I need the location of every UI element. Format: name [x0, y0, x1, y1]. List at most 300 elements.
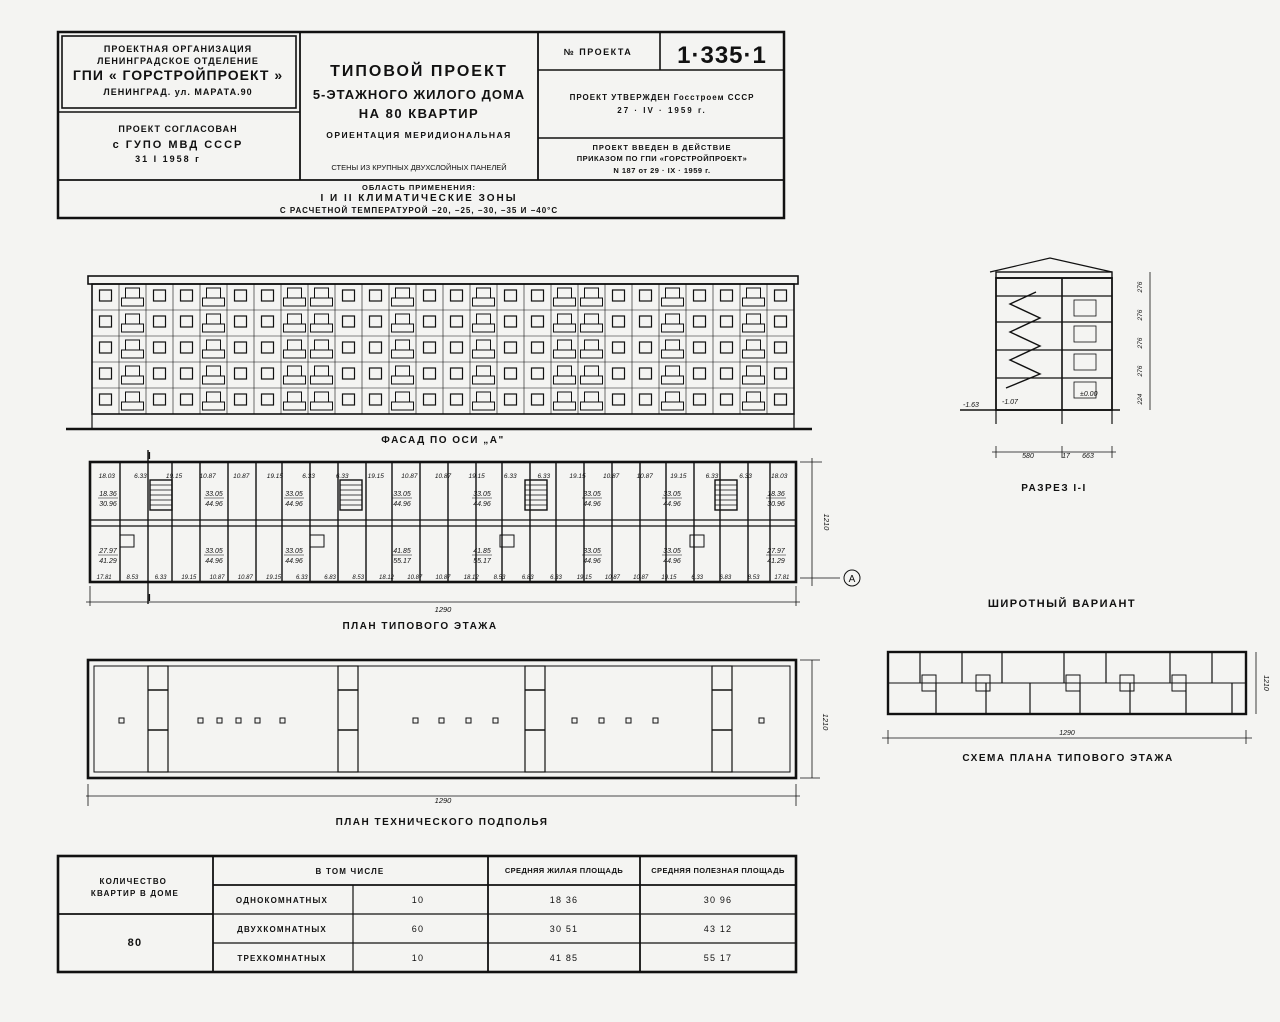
facade-window	[451, 342, 463, 353]
facade-balcony-door	[558, 366, 572, 376]
plan-area-useful: 44.96	[285, 558, 303, 565]
facade-drawing	[66, 276, 812, 429]
row3-living: 41 85	[549, 953, 579, 963]
scope-zones: I И II КЛИМАТИЧЕСКИЕ ЗОНЫ	[320, 193, 518, 204]
basement-column	[198, 718, 203, 723]
facade-window	[613, 368, 625, 379]
plan-bottom-width-label: 17.81	[96, 575, 112, 581]
facade-window	[451, 368, 463, 379]
facade-balcony	[392, 350, 414, 358]
table-header-living: СРЕДНЯЯ ЖИЛАЯ ПЛОЩАДЬ	[504, 866, 624, 875]
facade-window	[775, 368, 787, 379]
facade-balcony	[554, 376, 576, 384]
facade-balcony-door	[396, 340, 410, 350]
facade-balcony	[392, 324, 414, 332]
plan-bottom-width-label: 18.12	[463, 575, 479, 581]
plan-top-width-label: 18.03	[771, 473, 788, 480]
facade-balcony-door	[288, 340, 302, 350]
enacted-line2: ПРИКАЗОМ ПО ГПИ «ГОРСТРОЙПРОЕКТ»	[576, 154, 748, 163]
facade-balcony-door	[207, 392, 221, 402]
plan-area-useful: 30.96	[99, 501, 117, 508]
facade-window	[181, 290, 193, 301]
plan-bottom-width-label: 6.33	[295, 575, 308, 581]
basement-length-dim: 1290	[434, 796, 452, 805]
facade-window	[694, 394, 706, 405]
basement-stair-core	[148, 666, 168, 772]
facade-balcony	[662, 298, 684, 306]
plan-bottom-width-label: 6.33	[550, 575, 562, 581]
facade-balcony	[662, 324, 684, 332]
facade-balcony-door	[207, 314, 221, 324]
facade-balcony-door	[396, 366, 410, 376]
plan-area-living: 33.05	[473, 491, 491, 498]
facade-balcony-door	[477, 392, 491, 402]
facade-balcony-door	[558, 314, 572, 324]
plan-area-living: 33.05	[583, 548, 601, 555]
facade-window	[181, 368, 193, 379]
section-mark-top: I	[148, 451, 151, 462]
facade-window	[343, 316, 355, 327]
plan-top-width-label: 19.15	[367, 473, 384, 480]
basement-column	[493, 718, 498, 723]
plan-bottom-width-label: 10.87	[209, 575, 225, 581]
basement-plan	[86, 660, 820, 806]
facade-balcony	[122, 350, 144, 358]
plan-top-width-label: 10.87	[434, 473, 452, 480]
basement-column	[466, 718, 471, 723]
facade-balcony-door	[747, 392, 761, 402]
facade-balcony	[392, 376, 414, 384]
facade-window	[775, 290, 787, 301]
grade-mark: -1.63	[963, 402, 979, 409]
plan-area-useful: 41.29	[767, 558, 785, 565]
facade-balcony	[203, 324, 225, 332]
facade-window	[613, 316, 625, 327]
facade-window	[505, 368, 517, 379]
facade-balcony-door	[558, 392, 572, 402]
facade-balcony	[311, 298, 333, 306]
facade-window	[424, 368, 436, 379]
plan-area-living: 33.05	[583, 491, 601, 498]
basement-stair-core	[338, 666, 358, 772]
plan-area-living: 18.36	[99, 491, 117, 498]
facade-balcony-door	[315, 392, 329, 402]
facade-window	[505, 342, 517, 353]
plan-area-useful: 55.17	[473, 558, 491, 565]
facade-balcony	[743, 324, 765, 332]
plan-area-living: 41.85	[393, 548, 411, 555]
plan-area-useful: 55.17	[393, 558, 411, 565]
facade-window	[100, 316, 112, 327]
count-header-line1: КОЛИЧЕСТВО	[99, 877, 168, 886]
facade-balcony	[122, 376, 144, 384]
org-line1: ПРОЕКТНАЯ ОРГАНИЗАЦИЯ	[103, 44, 253, 54]
facade-balcony	[581, 350, 603, 358]
plan-bottom-width-label: 6.83	[521, 575, 534, 581]
facade-window	[721, 342, 733, 353]
facade-balcony-door	[585, 288, 599, 298]
plan-bottom-width-label: 10.87	[604, 575, 620, 581]
plan-bottom-width-label: 10.87	[237, 575, 253, 581]
facade-window	[613, 290, 625, 301]
facade-balcony-door	[747, 340, 761, 350]
plan-top-width-label: 6.33	[302, 473, 315, 480]
facade-balcony-door	[558, 288, 572, 298]
facade-balcony-door	[585, 392, 599, 402]
facade-window	[370, 368, 382, 379]
enacted-line3: N 187 от 29 · IX · 1959 г.	[613, 166, 711, 175]
section-level-dim: 224	[1137, 393, 1144, 405]
row2-living: 30 51	[549, 924, 579, 934]
plan-top-width-label: 6.33	[705, 473, 719, 480]
facade-window	[262, 368, 274, 379]
zero-mark: ±0.00	[1080, 391, 1098, 398]
facade-balcony-door	[315, 288, 329, 298]
facade-balcony-door	[585, 366, 599, 376]
facade-window	[262, 290, 274, 301]
plan-area-living: 33.05	[663, 548, 681, 555]
facade-window	[100, 342, 112, 353]
facade-window	[640, 368, 652, 379]
facade-window	[775, 316, 787, 327]
facade-balcony	[743, 376, 765, 384]
facade-balcony-door	[207, 340, 221, 350]
facade-balcony-door	[396, 288, 410, 298]
facade-balcony	[284, 324, 306, 332]
project-no-label: № ПРОЕКТА	[563, 47, 633, 57]
facade-balcony	[203, 402, 225, 410]
basement-column	[119, 718, 124, 723]
facade-window	[694, 290, 706, 301]
facade-balcony	[122, 402, 144, 410]
table-total: 80	[127, 937, 143, 949]
basement-column	[255, 718, 260, 723]
plan-depth-dim: 1210	[822, 513, 831, 531]
facade-window	[100, 290, 112, 301]
facade-window	[532, 342, 544, 353]
row1-type: ОДНОКОМНАТНЫХ	[235, 896, 329, 905]
facade-window	[154, 316, 166, 327]
facade-balcony	[311, 402, 333, 410]
facade-balcony-door	[288, 366, 302, 376]
facade-balcony-door	[666, 366, 680, 376]
facade-balcony-door	[666, 314, 680, 324]
facade-window	[370, 290, 382, 301]
basement-column	[653, 718, 658, 723]
project-kind: ТИПОВОЙ ПРОЕКТ	[330, 63, 508, 80]
basement-stair-core	[712, 666, 732, 772]
facade-balcony	[554, 402, 576, 410]
facade-window	[694, 342, 706, 353]
agreed-date: 31 I 1958 г	[135, 154, 201, 164]
facade-balcony	[203, 376, 225, 384]
facade-window	[181, 342, 193, 353]
facade-window	[532, 368, 544, 379]
plan-bottom-width-label: 8.53	[126, 575, 139, 581]
row1-useful: 30 96	[703, 895, 733, 905]
section-level-dim: 276	[1137, 281, 1144, 293]
scope-label: ОБЛАСТЬ ПРИМЕНЕНИЯ:	[362, 183, 476, 192]
project-line2: НА 80 КВАРТИР	[358, 106, 480, 121]
plan-top-width-label: 19.15	[266, 473, 284, 480]
facade-balcony	[554, 324, 576, 332]
plan-bottom-width-label: 10.87	[633, 575, 649, 581]
row2-useful: 43 12	[703, 924, 733, 934]
facade-window	[154, 394, 166, 405]
plan-area-living: 33.05	[205, 491, 223, 498]
facade-window	[235, 290, 247, 301]
basement-depth-dim: 1210	[821, 713, 830, 731]
basement-column	[572, 718, 577, 723]
project-number: 1·335·1	[677, 42, 767, 69]
plan-bottom-width-label: 19.15	[661, 575, 677, 581]
variant-title: ШИРОТНЫЙ ВАРИАНТ	[987, 598, 1137, 610]
facade-window	[532, 316, 544, 327]
facade-window	[100, 368, 112, 379]
table-header-useful: СРЕДНЯЯ ПОЛЕЗНАЯ ПЛОЩАДЬ	[651, 866, 785, 875]
plan-area-useful: 44.96	[583, 558, 601, 565]
section-title: РАЗРЕЗ I-I	[1021, 483, 1087, 494]
facade-balcony-door	[315, 314, 329, 324]
plan-top-width-label: 10.87	[602, 473, 620, 480]
facade-window	[721, 290, 733, 301]
facade-window	[154, 290, 166, 301]
plan-bottom-width-label: 6.33	[154, 575, 167, 581]
facade-window	[235, 342, 247, 353]
plan-area-useful: 44.96	[583, 501, 601, 508]
plan-top-width-label: 18.03	[98, 473, 115, 480]
basement-column	[236, 718, 241, 723]
walls: СТЕНЫ ИЗ КРУПНЫХ ДВУХСЛОЙНЫХ ПАНЕЛЕЙ	[331, 163, 507, 172]
facade-window	[343, 368, 355, 379]
plan-top-width-label: 19.15	[670, 473, 687, 480]
facade-balcony	[473, 402, 495, 410]
title-block-text	[73, 42, 767, 215]
facade-balcony-door	[126, 340, 140, 350]
basement-column	[599, 718, 604, 723]
facade-balcony	[284, 376, 306, 384]
row2-count: 60	[411, 924, 425, 934]
facade-window	[775, 342, 787, 353]
plan-area-useful: 44.96	[285, 501, 303, 508]
facade-window	[424, 316, 436, 327]
plan-area-living: 33.05	[393, 491, 411, 498]
facade-balcony-door	[477, 288, 491, 298]
plan-area-useful: 30.96	[767, 501, 785, 508]
facade-balcony-door	[747, 314, 761, 324]
facade-balcony	[284, 350, 306, 358]
row2-type: ДВУХКОМНАТНЫХ	[237, 925, 327, 934]
plan-area-living: 27.97	[767, 548, 785, 555]
scheme-title: СХЕМА ПЛАНА ТИПОВОГО ЭТАЖА	[962, 753, 1174, 764]
facade-balcony-door	[126, 366, 140, 376]
facade-balcony	[473, 376, 495, 384]
facade-balcony	[554, 298, 576, 306]
plan-bottom-width-label: 6.33	[691, 575, 704, 581]
section-mark-bottom: I	[148, 593, 151, 604]
plan-area-living: 33.05	[663, 491, 681, 498]
plan-title: ПЛАН ТИПОВОГО ЭТАЖА	[342, 621, 498, 632]
facade-balcony	[581, 376, 603, 384]
plan-area-useful: 44.96	[663, 501, 681, 508]
org-line2: ЛЕНИНГРАДСКОЕ ОТДЕЛЕНИЕ	[97, 56, 259, 66]
plan-top-width-label: 19.15	[468, 473, 485, 480]
plan-bottom-width-label: 8.53	[493, 575, 506, 581]
facade-window	[424, 394, 436, 405]
facade-balcony-door	[315, 340, 329, 350]
facade-window	[640, 342, 652, 353]
facade-balcony	[473, 324, 495, 332]
facade-balcony	[392, 298, 414, 306]
orientation: ОРИЕНТАЦИЯ МЕРИДИОНАЛЬНАЯ	[326, 130, 512, 140]
plan-bottom-width-label: 19.15	[576, 575, 592, 581]
facade-balcony-door	[747, 366, 761, 376]
approved-line2: 27 · IV · 1959 г.	[617, 106, 707, 115]
facade-balcony-door	[288, 288, 302, 298]
facade-window	[640, 394, 652, 405]
plan-area-living: 41.85	[473, 548, 491, 555]
plan-bottom-width-label: 18.12	[379, 575, 395, 581]
facade-balcony	[203, 350, 225, 358]
facade-balcony-door	[477, 366, 491, 376]
plan-bottom-width-label: 10.87	[407, 575, 423, 581]
facade-balcony	[473, 350, 495, 358]
approved-line1: ПРОЕКТ УТВЕРЖДЕН Госстроем СССР	[569, 93, 755, 102]
scheme-depth-dim: 1210	[1262, 675, 1269, 691]
scheme-length-dim: 1290	[1059, 730, 1075, 737]
facade-window	[370, 394, 382, 405]
facade-window	[721, 368, 733, 379]
facade-window	[424, 290, 436, 301]
facade-balcony	[392, 402, 414, 410]
facade-balcony	[122, 324, 144, 332]
basement-column	[439, 718, 444, 723]
row3-count: 10	[411, 953, 425, 963]
basement-column	[413, 718, 418, 723]
facade-balcony-door	[288, 392, 302, 402]
facade-balcony	[662, 402, 684, 410]
facade-window	[343, 394, 355, 405]
facade-window	[451, 394, 463, 405]
facade-window	[694, 368, 706, 379]
plan-length-dim: 1290	[434, 605, 452, 614]
enacted-line1: ПРОЕКТ ВВЕДЕН В ДЕЙСТВИЕ	[592, 143, 732, 152]
facade-window	[451, 290, 463, 301]
facade-balcony-door	[558, 340, 572, 350]
plan-area-useful: 44.96	[205, 501, 223, 508]
facade-window	[100, 394, 112, 405]
facade-balcony-door	[477, 314, 491, 324]
facade-balcony-door	[207, 288, 221, 298]
facade-balcony-door	[396, 392, 410, 402]
facade-balcony	[554, 350, 576, 358]
facade-window	[775, 394, 787, 405]
plan-top-width-label: 6.33	[739, 473, 752, 480]
plan-top-width-label: 19.15	[569, 473, 586, 480]
facade-window	[235, 368, 247, 379]
plan-top-width-label: 6.33	[335, 473, 349, 480]
table-header-including: В ТОМ ЧИСЛЕ	[315, 867, 385, 876]
basement-column	[217, 718, 222, 723]
facade-window	[721, 316, 733, 327]
project-line1: 5-ЭТАЖНОГО ЖИЛОГО ДОМА	[312, 87, 526, 102]
facade-window	[532, 290, 544, 301]
plan-bathroom	[120, 535, 134, 547]
facade-window	[154, 368, 166, 379]
section-door	[1074, 354, 1096, 370]
section-level-dim: 276	[1137, 365, 1144, 377]
row3-type: ТРЕХКОМНАТНЫХ	[237, 954, 327, 963]
facade-balcony-door	[477, 340, 491, 350]
facade-window	[235, 316, 247, 327]
axis-label-a: А	[848, 574, 856, 585]
facade-balcony	[581, 298, 603, 306]
facade-window	[505, 316, 517, 327]
facade-balcony	[581, 324, 603, 332]
facade-window	[343, 290, 355, 301]
facade-window	[694, 316, 706, 327]
basement-title: ПЛАН ТЕХНИЧЕСКОГО ПОДПОЛЬЯ	[335, 817, 549, 828]
section-annotations	[963, 281, 1144, 460]
facade-balcony-door	[666, 392, 680, 402]
floor-mark: -1.07	[1002, 399, 1018, 406]
plan-bottom-width-label: 6.83	[324, 575, 336, 581]
plan-top-width-label: 6.33	[537, 473, 551, 480]
plan-area-useful: 44.96	[205, 558, 223, 565]
section-dim-mid: 17	[1062, 453, 1070, 460]
plan-area-living: 27.97	[99, 548, 117, 555]
row1-count: 10	[411, 895, 425, 905]
row3-useful: 55 17	[703, 953, 733, 963]
facade-window	[262, 394, 274, 405]
facade-window	[721, 394, 733, 405]
row1-living: 18 36	[549, 895, 579, 905]
facade-window	[613, 394, 625, 405]
facade-window	[613, 342, 625, 353]
section-level-dim: 276	[1137, 337, 1144, 349]
plan-bottom-width-label: 19.15	[266, 575, 282, 581]
facade-balcony	[311, 324, 333, 332]
facade-balcony	[311, 350, 333, 358]
facade-window	[505, 394, 517, 405]
facade-balcony	[662, 350, 684, 358]
section-level-dim: 276	[1137, 309, 1144, 321]
plan-area-living: 33.05	[205, 548, 223, 555]
plan-bottom-width-label: 17.81	[774, 575, 790, 581]
basement-column	[280, 718, 285, 723]
facade-window	[262, 316, 274, 327]
facade-balcony	[662, 376, 684, 384]
facade-window	[451, 316, 463, 327]
section-door	[1074, 326, 1096, 342]
facade-balcony-door	[747, 288, 761, 298]
facade-window	[181, 394, 193, 405]
facade-window	[640, 316, 652, 327]
plan-bottom-width-label: 19.15	[181, 575, 197, 581]
plan-bottom-width-label: 8.53	[747, 575, 760, 581]
facade-balcony-door	[315, 366, 329, 376]
facade-window	[640, 290, 652, 301]
plan-bottom-width-label: 10.87	[435, 575, 451, 581]
facade-balcony-door	[585, 314, 599, 324]
plan-area-living: 33.05	[285, 491, 303, 498]
facade-balcony-door	[207, 366, 221, 376]
facade-window	[262, 342, 274, 353]
facade-balcony-door	[666, 340, 680, 350]
facade-window	[532, 394, 544, 405]
facade-balcony	[311, 376, 333, 384]
facade-window	[154, 342, 166, 353]
